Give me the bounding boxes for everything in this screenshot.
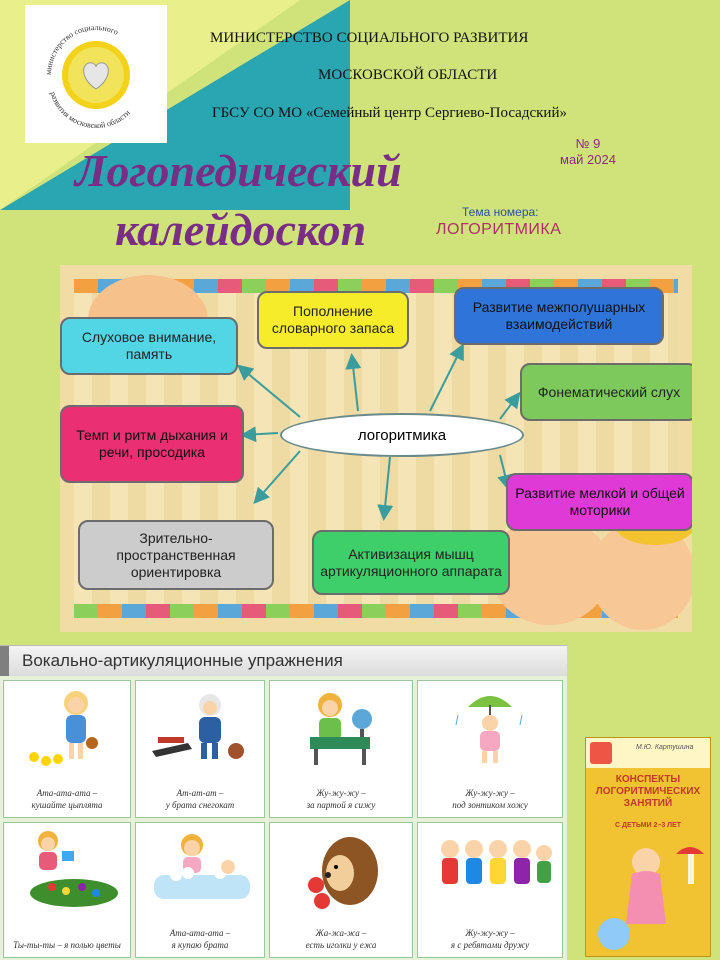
- box-spatial: Зрительно-пространственная ориентировка: [78, 520, 274, 590]
- exercise-caption: Ат-ат-ат – у брата снегокат: [165, 788, 235, 810]
- heart-logo-icon: [25, 5, 167, 143]
- exercise-card: [269, 822, 413, 958]
- title-line-2: калейдоскоп: [115, 204, 367, 255]
- arrow-to-hemispheres: [430, 347, 462, 411]
- issue-date: май 2024: [560, 152, 616, 167]
- logo-text-top: министерство социального: [43, 22, 120, 76]
- issue-number: № 9: [575, 136, 601, 151]
- arrow-to-articulation: [384, 457, 390, 517]
- theme-label: Тема номера:: [462, 205, 539, 219]
- exercise-card: [135, 822, 265, 958]
- hedgehog-icon: [270, 827, 412, 913]
- theme-value: ЛОГОРИТМИКА: [436, 221, 562, 238]
- exercise-caption: Жа-жа-жа – есть иголки у ежа: [305, 928, 377, 950]
- center-label: логоритмика: [280, 413, 524, 457]
- issue-info: [560, 136, 616, 168]
- box-auditory: Слуховое внимание, память: [60, 317, 238, 375]
- exercise-card: [135, 680, 265, 818]
- exercise-caption: Ата-ата-ата – кушайте цыплята: [31, 788, 103, 810]
- box-phonemic: Фонематический слух: [520, 363, 692, 421]
- exercise-card: [3, 822, 131, 958]
- logorhythmics-diagram: [60, 265, 692, 632]
- box-vocabulary: Пополнение словарного запаса: [257, 291, 409, 349]
- exercise-card: [3, 680, 131, 818]
- arrow-to-vocab: [352, 357, 358, 411]
- logo-text-bottom: развития московской области: [48, 90, 132, 131]
- exercise-caption: Жу-жу-жу – под зонтиком хожу: [452, 788, 528, 810]
- publisher-badge-icon: [590, 742, 612, 764]
- exercise-card: [417, 680, 563, 818]
- children-group-icon: [418, 827, 562, 913]
- girl-umbrella-icon: [418, 685, 562, 771]
- book-title: КОНСПЕКТЫ ЛОГОРИТМИЧЕСКИХ ЗАНЯТИЙ: [595, 774, 701, 809]
- exercise-card: [269, 680, 413, 818]
- box-articulation: Активизация мышц артикуляционного аппарата: [312, 530, 510, 595]
- girl-bath-icon: [136, 827, 264, 913]
- boy-sled-icon: [136, 685, 264, 771]
- exercise-caption: Ты-ты-ты – я полью цветы: [13, 940, 121, 950]
- book-subtitle: С ДЕТЬМИ 2–3 ЛЕТ: [614, 822, 682, 829]
- header-line-1: МИНИСТЕРСТВО СОЦИАЛЬНОГО РАЗВИТИЯ: [210, 30, 529, 46]
- arrow-to-auditory: [240, 367, 300, 417]
- exercises-header: [0, 645, 567, 676]
- exercise-caption: Жу-жу-жу – за партой я сижу: [306, 788, 376, 810]
- title-line-1: Логопедический: [75, 145, 402, 196]
- header-line-3: ГБСУ СО МО «Семейный центр Сергиево-Посадский»: [212, 105, 567, 121]
- header-line-2: МОСКОВСКОЙ ОБЛАСТИ: [318, 67, 498, 83]
- box-tempo: Темп и ритм дыхания и речи, просодика: [60, 405, 244, 483]
- box-motor: Развитие мелкой и общей моторики: [506, 473, 692, 531]
- logo: [25, 5, 167, 143]
- girl-chicks-icon: [4, 685, 130, 771]
- girl-watering-icon: [4, 827, 130, 913]
- exercise-caption: Жу-жу-жу – я с ребятами дружу: [450, 928, 530, 950]
- book-cover: [585, 737, 711, 957]
- arrow-to-spatial: [256, 451, 300, 501]
- box-hemispheres: Развитие межполушарных взаимодействий: [454, 287, 664, 345]
- book-illustration-icon: [586, 834, 711, 957]
- exercises-grid: [0, 676, 567, 960]
- boy-desk-icon: [270, 685, 412, 771]
- arrow-to-tempo: [244, 433, 278, 435]
- exercises-heading: Вокально-артикуляционные упражнения: [22, 651, 343, 670]
- header-accent-bar: [0, 646, 9, 676]
- arrow-to-phonemic: [500, 395, 518, 419]
- exercise-card: [417, 822, 563, 958]
- exercise-caption: Ата-ата-ата – я купаю брата: [169, 928, 231, 950]
- book-author: М.Ю. Картушина: [636, 744, 694, 751]
